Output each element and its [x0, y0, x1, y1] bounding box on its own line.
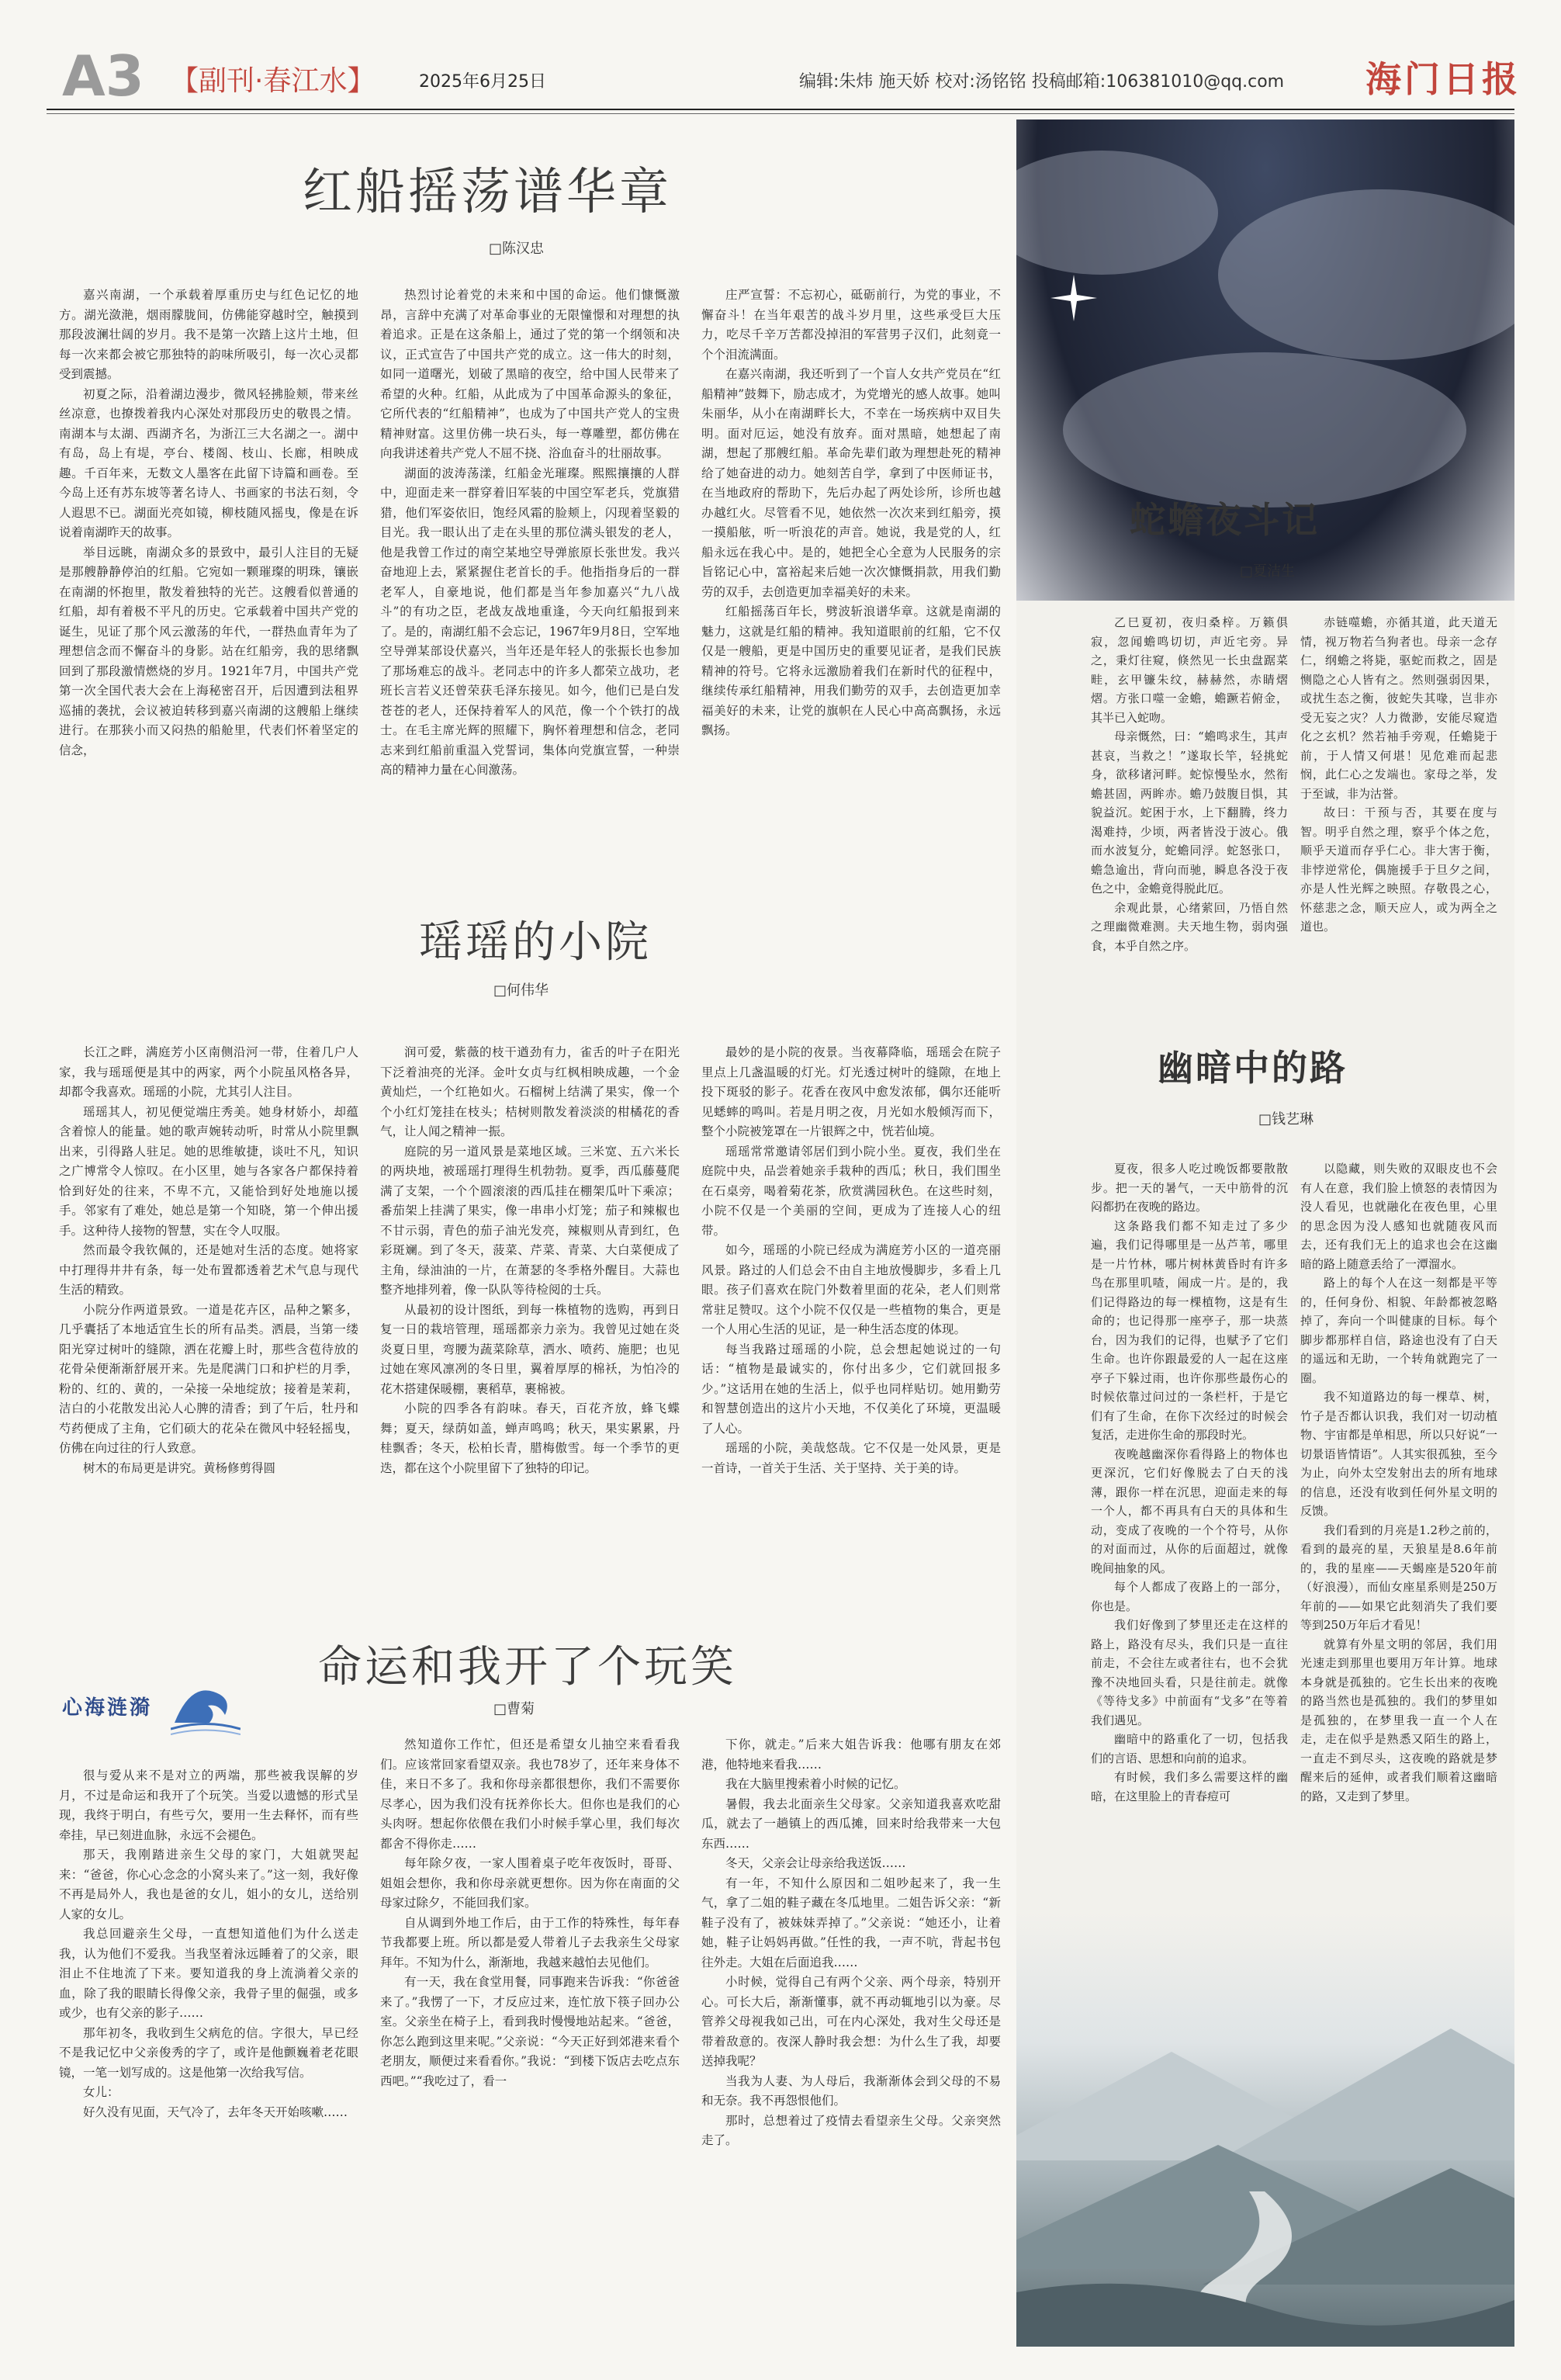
landscape-illustration	[1016, 1912, 1514, 2347]
paragraph: 瑶瑶的小院，美哉悠哉。它不仅是一处风景，更是一首诗，一首关于生活、关于坚持、关于美的诗。	[701, 1441, 1001, 1475]
paragraph: 长江之畔，满庭芳小区南侧沿河一带，住着几户人家，我与瑶瑶便是其中的两家，两个小院虽风格各异，却都令我喜欢。瑶瑶的小院，尤其引人注目。	[59, 1045, 358, 1099]
paragraph: 从最初的设计图纸，到每一株植物的选购，再到日复一日的栽培管理，瑶瑶都亲力亲为。我曾见过她在炎炎夏日里，弯腰为蔬菜除草，洒水、喷药、施肥；也见过她在寒风凛冽的冬日里，翼着厚厚的棉袄，为怕冷的花木搭建保暖棚，裹稻草，裹棉被。	[380, 1302, 680, 1396]
paragraph: 在嘉兴南湖，我还听到了一个盲人女共产党员在“红船精神”鼓舞下，励志成才，为党增光的感人故事。她叫朱丽华，从小在南湖畔长大，不幸在一场疾病中双目失明。面对厄运，她没有放弃。面对黑暗，她想起了南湖，想起了那艘红船。革命先辈们敢为理想赴死的精神给了她奋进的动力。她刻苦自学，拿到了中医师证书，在当地政府的帮助下，先后办起了两处诊所，诊所也越办越红火。尽管看不见，她依然一次次来到红船旁，摸一摸船舷，听一听浪花的声音。她说，我是党的人，红船永远在我心中。是的，她把全心全意为人民服务的宗旨铭记心中，富裕起来后她一次次慷慨捐款，用我们勤劳的双手，去创造更加幸福美好的未来。	[701, 367, 1001, 599]
paragraph: 初夏之际，沿着湖边漫步，微风轻拂脸颊，带来丝丝凉意，也撩拨着我内心深处对那段历史的敬畏之情。南湖本与太湖、西湖齐名，为浙江三大名湖之一。湖中有岛，岛上有堤，亭台、楼阁、枝山、长廊，相映成趣。千百年来，无数文人墨客在此留下诗篇和画卷。至今岛上还有苏东坡等著名诗人、书画家的书法石刻，令人遐思不已。湖面光亮如镜，柳枝随风摇曳，像是在诉说着南湖昨天的故事。	[59, 386, 358, 539]
paragraph: 女儿：	[83, 2085, 119, 2099]
page-number: A3	[62, 43, 144, 109]
sidebar-column	[1091, 1159, 1288, 2044]
paragraph: 庄严宣誓：不忘初心，砥砺前行，为党的事业，不懈奋斗！在当年艰苦的战斗岁月里，这些承受巨大压力，吃尽千辛万苦都没掉泪的军营男子汉们，此刻竟一个个泪流满面。	[701, 288, 1001, 362]
article-column	[59, 286, 358, 906]
paragraph: 有一天，我在食堂用餐，同事跑来告诉我：“你爸爸来了。”我愣了一下，才反应过来，连忙放下筷子回办公室。父亲坐在椅子上，看到我时慢慢地站起来。“爸爸，你怎么跑到这里来呢。”父亲说：“今天正好到郊港来看个老朋友，顺便过来看看你。”我说：“到楼下饭店去吃点东西吧。”“我吃过了，看一	[380, 1975, 680, 2088]
paragraph: 那时，总想着过了疫情去看望亲生父母。父亲突然走了。	[701, 2113, 1001, 2147]
article-title: 红船摇荡谱华章	[303, 164, 672, 221]
paragraph: 最妙的是小院的夜景。当夜幕降临，瑶瑶会在院子里点上几盏温暖的灯光。灯光透过树叶的缝隙，在地上投下斑驳的影子。花香在夜风中愈发浓郁，偶尔还能听见蟋蟀的鸣叫。若是月明之夜，月光如水般倾泻而下，整个小院被笼罩在一片银辉之中，恍若仙境。	[701, 1045, 1001, 1138]
paragraph: 以隐藏，则失败的双眼皮也不会有人在意，我们脸上愤怒的表情因为没人看见，也就融化在夜色里，心里的思念因为没人感知也就随夜风而去，还有我们无上的追求也会在这幽暗的路上随意丢给了一潭溜水。	[1300, 1162, 1497, 1271]
paragraph: 如今，瑶瑶的小院已经成为满庭芳小区的一道亮丽风景。路过的人们总会不由自主地放慢脚步，多看上几眼。孩子们喜欢在院门外数着里面的花朵，老人们则常常驻足赞叹。这个小院不仅仅是一些植物的集合，更是一个人用心生活的见证，是一种生活态度的体现。	[701, 1243, 1001, 1336]
paragraph: 余观此景，心绪萦回，乃悟自然之理幽微难测。夫天地生物，弱肉强食，本乎自然之序。	[1091, 900, 1288, 953]
paragraph: 冬天，父亲会让母亲给我送饭……	[725, 1856, 906, 1870]
paragraph: 有时候，我们多么需要这样的幽暗，在这里脸上的青春痘可	[1091, 1770, 1288, 1803]
wave-icon	[171, 1676, 241, 1738]
masthead	[47, 43, 1521, 109]
paragraph: 湖面的波涛荡漾，红船金光璀璨。熙熙攘攘的人群中，迎面走来一群穿着旧军装的中国空军老兵，党旗猎猎，他们军姿依旧，饱经风霜的脸颊上，闪现着坚毅的目光。我一眼认出了走在头里的那位满头银发的老人，他是我曾工作过的南空某地空导弹旅原长张世发。我兴奋地迎上去，紧紧握住老首长的手。他指指身后的一群老军人，自豪地说，他们都是当年参加嘉兴“九八战斗”的有功之臣，老战友战地重逢，今天向红船报到来了。是的，南湖红船不会忘记，1967年9月8日，空军地空导弹某部设伏嘉兴，当年还是年轻人的张振长也参加了那场难忘的战斗。老同志中的许多人都荣立战功，老班长言若义还曾荣获毛泽东接见。如今，他们已是白发苍苍的老人，还保持着军人的风范，像一个个铁打的战士。在毛主席光辉的照耀下，胸怀着理想和信念，老同志来到红船前重温入党誓词，集体向党旗宣誓，一种崇高的精神力量在心间激荡。	[380, 466, 680, 777]
article-column	[701, 1735, 1001, 2325]
column-logo	[62, 1676, 241, 1738]
paragraph: 有一年，不知什么原因和二姐吵起来了，我一生气，拿了二姐的鞋子藏在冬瓜地里。二姐告诉父亲：“新鞋子没有了，被妹妹弄掉了。”父亲说：“她还小，让着她，鞋子让妈妈再做。”任性的我，一声不吭，背起书包往外走。大姐在后面追我……	[701, 1876, 1001, 1969]
article-title: 命运和我开了个玩笑	[318, 1642, 737, 1692]
article-column	[59, 1766, 358, 2325]
paragraph: 树木的布局更是讲究。黄杨修剪得圆	[83, 1460, 276, 1475]
paragraph: 小时候，觉得自己有两个父亲、两个母亲，特别开心。可长大后，渐渐懂事，就不再动辄地引以为豪。尽管养父母视我如己出，可在内心深处，我对生父母还是带着敌意的。夜深人静时我会想：为什么生了我，却要送掉我呢？	[701, 1975, 1001, 2068]
paragraph: 那年初冬，我收到生父病危的信。字很大，早已经不是我记忆中父亲俊秀的字了，或许是他颤巍着老花眼镜，一笔一划写成的。这是他第一次给我写信。	[59, 2025, 358, 2080]
paragraph: 红船摇荡百年长，劈波斩浪谱华章。这就是南湖的魅力，这就是红船的精神。我知道眼前的红船，它不仅仅是一艘船，更是中国历史的重要见证者，是我们民族精神的符号。它将永远激励着我们在新时代的征程中，继续传承红船精神，用我们勤劳的双手，去创造更加幸福美好的未来，让党的旗帜在人民心中高高飘扬，永远飘扬。	[701, 605, 1001, 737]
paragraph: 夏夜，很多人吃过晚饭都要散散步。把一天的暑气，一天中筋骨的沉闷都扔在夜晚的路边。	[1091, 1162, 1288, 1214]
article-byline: □陈汉忠	[489, 241, 545, 257]
paragraph: 那天，我刚踏进亲生父母的家门，大姐就哭起来：“爸爸，你心心念念的小窝头来了。”这一刻，我好像不再是局外人，我也是爸的女儿，姐小的女儿，送给别人家的女儿。	[59, 1848, 358, 1921]
paragraph: 热烈讨论着党的未来和中国的命运。他们慷慨激昂，言辞中充满了对革命事业的无限憧憬和对理想的执着追求。正是在这条船上，通过了党的第一个纲领和决议，正式宣告了中国共产党的成立。这一伟大的时刻，如同一道曙光，划破了黑暗的夜空，给中国人民带来了希望的火种。红船，从此成为了中国革命源头的象征，它所代表的“红船精神”，也成为了中国共产党人的宝贵精神财富。这里仿佛一块石头，每一尊雕塑，都仿佛在向我讲述着共产党人不屈不挠、浴血奋斗的壮丽故事。	[380, 288, 680, 460]
paragraph: 每个人都成了夜路上的一部分，你也是。	[1091, 1580, 1288, 1613]
section-name: 【副刊·春江水】	[171, 65, 376, 97]
sidebar-article-byline: □钱艺琳	[1258, 1111, 1314, 1128]
path-illustration	[1016, 2191, 1514, 2347]
paragraph: 我在大脑里搜索着小时候的记忆。	[725, 1777, 906, 1791]
paragraph: 我不知道路边的每一棵草、树，竹子是否都认识我，我们对一切动植物、宇宙都是单相思，所以只好说“一切景语皆情语”。人其实很孤独，至今为止，向外太空发射出去的所有地球的信息，还没有收到任何外星文明的反馈。	[1300, 1390, 1497, 1518]
staff-line: 编辑:朱炜 施天娇 校对:汤铭铭 投稿邮箱:106381010@qq.com	[799, 72, 1285, 92]
paragraph: 夜晚越幽深你看得路上的物体也更深沉，它们好像脱去了白天的浅薄，跟你一样在沉思，迎面走来的每一个人，都不再具有白天的具体和生动，变成了夜晚的一个个符号，从你的对面而过，从你的后面超过，就像晚间抽象的风。	[1091, 1446, 1288, 1575]
paragraph: 就算有外星文明的邻居，我们用光速走到那里也要用万年计算。地球本身就是孤独的。它生长出来的夜晚的路当然也是孤独的。我们的梦里如是孤独的，在梦里我一直一个人在走，走在似乎是熟悉又陌生的路上，一直走不到尽头，这夜晚的路就是梦醒来后的延伸，或者我们顺着这幽暗的路，又走到了梦里。	[1300, 1637, 1497, 1803]
paragraph: 好久没有见面，天气冷了，去年冬天开始咳嗽……	[83, 2105, 348, 2119]
paragraph: 我们看到的月亮是1.2秒之前的，看到的最亮的星，天狼星是8.6年前的，我的星座——天蝎座是520年前（好浪漫），而仙女座星系则是250万年前的——如果它此刻消失了我们要等到250万年后才看见！	[1300, 1523, 1497, 1632]
paragraph: 路上的每个人在这一刻都是平等的，任何身份、相貌、年龄都被忽略掉了，奔向一个叫健康的目标。每个脚步都那样自信，路途也没有了白天的遥远和无助，一个转角就跑完了一圈。	[1300, 1276, 1497, 1385]
article-byline: □何伟华	[493, 982, 549, 999]
article-column	[380, 1735, 680, 2325]
paragraph: 这条路我们都不知走过了多少遍，我们记得哪里是一丛芦苇，哪里是一片竹林，哪片树林黄昏时有许多鸟在那里叽喳，闹成一片。是的，我们记得路边的每一棵植物，这是有生命的；也记得那一座亭子，那一块蒸台，因为我们的记得，也赋予了它们生命。也许你跟最爱的人一起在这座亭子下躲过雨，也许你那些最伤心的时候依靠过问过的一条栏杆，于是它们有了生命，在你下次经过的时候会复活，走进你生命的那段时光。	[1091, 1218, 1288, 1442]
paragraph: 小院分作两道景致。一道是花卉区，品种之繁多，几乎囊括了本地适宜生长的所有品类。洒晨，当第一缕阳光穿过树叶的缝隙，洒在花瓣上时，那些含苞待放的花骨朵便渐渐舒展开来。先是爬满门口和护栏的月季，粉的、红的、黄的，一朵接一朵地绽放；接着是茉莉，洁白的小花散发出沁人心脾的清香；到了午后，牡丹和芍药便成了主角，它们硕大的花朵在微风中轻轻摇曳，仿佛在向过往的行人致意。	[59, 1302, 358, 1455]
sidebar-column	[1300, 1159, 1497, 1951]
paragraph: 自从调到外地工作后，由于工作的特殊性，每年春节我都要上班。所以都是爱人带着儿子去我亲生父母家拜年。不知为什么，渐渐地，我越来越怕去见他们。	[380, 1915, 680, 1969]
paragraph: 举目远眺，南湖众多的景致中，最引人注目的无疑是那艘静静停泊的红船。它宛如一颗璀璨的明珠，镶嵌在南湖的怀抱里，散发着独特的光芒。这艘看似普通的红船，却有着极不平凡的历史。它承载着中国共产党的诞生，见证了那个风云激荡的年代，一群热血青年为了理想信念而不懈奋斗的身影。站在红船旁，我的思绪飘回到了那段激情燃烧的岁月。1921年7月，中国共产党第一次全国代表大会在上海秘密召开，后因遭到法租界巡捕的袭扰，会议被迫转移到嘉兴南湖的这艘船上继续进行。在那狭小而又闷热的船舱里，代表们怀着坚定的信念，	[59, 545, 358, 757]
article-column	[701, 286, 1001, 906]
sidebar-article-byline: □夏洁生	[1240, 563, 1296, 580]
paragraph: 瑶瑶常常邀请邻居们到小院小坐。夏夜，我们坐在庭院中央，品尝着她亲手栽种的西瓜；秋日，我们围坐在石桌旁，喝着菊花茶，欣赏满园秋色。在这些时刻，小院不仅是一个美丽的空间，更成为了连接人心的纽带。	[701, 1144, 1001, 1238]
paragraph: 很与爱从来不是对立的两端，那些被我误解的岁月，不过是命运和我开了个玩笑。当爱以遗憾的形式呈现，我终于明白，有些亏欠，要用一生去释怀，而有些牵挂，早已刻进血脉，永远不会褪色。	[59, 1769, 358, 1842]
sidebar-article-title: 幽暗中的路	[1158, 1047, 1348, 1089]
article-column	[59, 1043, 358, 1664]
paragraph: 母亲慨然，曰：“蟾鸣求生，其声甚哀，当救之！”遂取长竿，轻挑蛇身，欲移诸河畔。蛇惊慢坠水，然衔蟾甚固，两眸赤。蟾乃鼓腹目惧，其貌益沉。蛇困于水，上下翻腾，终力渴难持，少顷，两者皆没于波心。俄而水波复分，蛇蟾同浮。蛇怒张口，蟾急逾出，背向而驰，瞬息各没于夜色之中，金蟾竟得脱此厄。	[1091, 729, 1288, 896]
paragraph: 然知道你工作忙，但还是希望女儿抽空来看看我们。应该常回家看望双亲。我也78岁了，还年来身体不佳，来日不多了。我和你母亲都很想你，我们不需要你尽孝心，因为我们没有抚养你长大。但你也是我们的心头肉呀。想起你依偎在我们小时候手掌心里，我们每次都舍不得你走……	[380, 1737, 680, 1851]
paragraph: 我总回避亲生父母，一直想知道他们为什么送走我，认为他们不爱我。当我坚着泳远睡着了的父亲，眼泪止不住地流了下来。要知道我的身上流淌着父亲的血，除了我的眼睛长得像父亲，我骨子里的倔强，或多或少，也有父亲的影子……	[59, 1927, 358, 2020]
paragraph: 润可爱，紫薇的枝干遒劲有力，雀舌的叶子在阳光下泛着油亮的光泽。金叶女贞与红枫相映成趣，一个金黄灿烂，一个红艳如火。石榴树上结满了果实，像一个个小红灯笼挂在枝头；桔树则散发着淡淡的柑橘花的香气，让人闻之精神一振。	[380, 1045, 680, 1138]
paragraph: 小院的四季各有韵味。春天，百花齐放，蜂飞蝶舞；夏天，绿荫如盖，蝉声鸣鸣；秋天，果实累累，丹桂飘香；冬天，松柏长青，腊梅傲雪。每一个季节的更迭，都在这个小院里留下了独特的印记。	[380, 1401, 680, 1475]
paragraph: 幽暗中的路重化了一切，包括我们的言语、思想和向前的追求。	[1091, 1732, 1288, 1765]
paragraph: 庭院的另一道风景是菜地区域。三米宽、五六米长的两块地，被瑶瑶打理得生机勃勃。夏季，西瓜藤蔓爬满了支架，一个个圆滚滚的西瓜挂在棚架瓜叶下乘凉；番茄架上挂满了果实，像一串串小灯笼；茄子和辣椒也不甘示弱，青色的茄子油光发亮，辣椒则从青到红，色彩斑斓。到了冬天，菠菜、芹菜、青菜、大白菜便成了主角，绿油油的一片，在萧瑟的冬季格外醒目。大蒜也整齐地排列着，像一队队等待检阅的士兵。	[380, 1144, 680, 1297]
sidebar-panel	[1016, 120, 1514, 2347]
article-column	[701, 1043, 1001, 1664]
paragraph: 故曰：干预与否，其要在度与智。明乎自然之理，察乎个体之危，顺乎天道而存乎仁心。非大害于衡，非悖逆常伦，偶施援手于旦夕之间，亦是人性光辉之映照。存敬畏之心，怀慈悲之念，顺天应人，或为两全之道也。	[1300, 805, 1497, 934]
article-column	[380, 286, 680, 906]
column-logo-text: 心海涟漪	[62, 1696, 153, 1720]
newspaper-logo: 海门日报	[1365, 58, 1521, 100]
paragraph: 每当我路过瑶瑶的小院，总会想起她说过的一句话：“植物是最诚实的，你付出多少，它们就回报多少。”这话用在她的生活上，似乎也同样贴切。她用勤劳和智慧创造出的这片小天地，不仅美化了环境，更温暖了人心。	[701, 1342, 1001, 1436]
paragraph: 瑶瑶其人，初见便觉端庄秀美。她身材娇小，却蕴含着惊人的能量。她的歌声婉转动听，时常从小院里飘出来，引得路人驻足。她的思维敏捷，谈吐不凡，知识之广博常令人惊叹。在小区里，她与各家各户都保持着恰到好处的往来，不卑不亢，又能恰到好处地施以援手。邻家有了难处，她总是第一个知晓，第一个伸出援手。这种待人接物的智慧，实在令人叹服。	[59, 1104, 358, 1238]
paragraph: 每年除夕夜，一家人围着桌子吃年夜饭时，哥哥、姐姐会想你，我和你母亲就更想你。因为你在南面的父母家过除夕，不能回我们家。	[380, 1856, 680, 1910]
paragraph: 嘉兴南湖，一个承载着厚重历史与红色记忆的地方。湖光潋滟，烟雨朦胧间，仿佛能穿越时空，触摸到那段波澜壮阔的岁月。我不是第一次踏上这片土地，但每一次来都会被它那独特的韵味所吸引，每一次心灵都受到震撼。	[59, 288, 358, 381]
paragraph: 然而最令我钦佩的，还是她对生活的态度。她将家中打理得井井有条，每一处布置都透着艺术气息与现代生活的精致。	[59, 1243, 358, 1297]
paragraph: 赤链噬蟾，亦循其道，此天道无情，视万物若刍狗者也。母亲一念存仁，纲蟾之将毙，驱蛇而救之，固是恻隐之心人皆有之。然则强弱因果，或扰生态之衡，彼蛇失其喙，岂非亦受无妄之灾？人力微渺，安能尽窥造化之玄机？然若袖手旁观，任蟾毙于前，于人情又何堪！见危难而起悲悯，此仁心之发端也。家母之举，发于至诚，非为沽誉。	[1300, 615, 1497, 801]
issue-date: 2025年6月25日	[419, 72, 546, 92]
masthead-rule	[47, 109, 1514, 110]
article-title: 瑶瑶的小院	[419, 917, 652, 968]
star-icon	[1050, 275, 1097, 321]
paragraph: 我们好像到了梦里还走在这样的路上，路没有尽头，我们只是一直往前走，不会往左或者往右，也不会犹豫不决地回头看，只是往前走。就像《等待戈多》中前面有“戈多”在等着我们遇见。	[1091, 1618, 1288, 1727]
paragraph: 下你，就走。”后来大姐告诉我：他哪有朋友在郊港，他特地来看我……	[701, 1737, 1001, 1772]
sidebar-article-title: 蛇蟾夜斗记	[1130, 499, 1320, 541]
article-column	[380, 1043, 680, 1664]
masthead-rule-thin	[47, 113, 1514, 114]
paragraph: 暑假，我去北面亲生父母家。父亲知道我喜欢吃甜瓜，就去了一趟镇上的西瓜摊，回来时给我带来一大包东西……	[701, 1796, 1001, 1851]
paragraph: 当我为人妻、为人母后，我渐渐体会到父母的不易和无奈。我不再怨恨他们。	[701, 2073, 1001, 2108]
paragraph: 乙巳夏初，夜归桑梓。万籁俱寂，忽闻蟾鸣切切，声近宅旁。异之，秉灯往窥，倏然见一长虫盘踞菜畦，玄甲镰朱纹，赫赫然，赤睛熠熠。方张口噬一金蟾，蟾蹶若俯金，其半已入蛇吻。	[1091, 615, 1288, 725]
article-byline: □曹菊	[493, 1701, 535, 1717]
